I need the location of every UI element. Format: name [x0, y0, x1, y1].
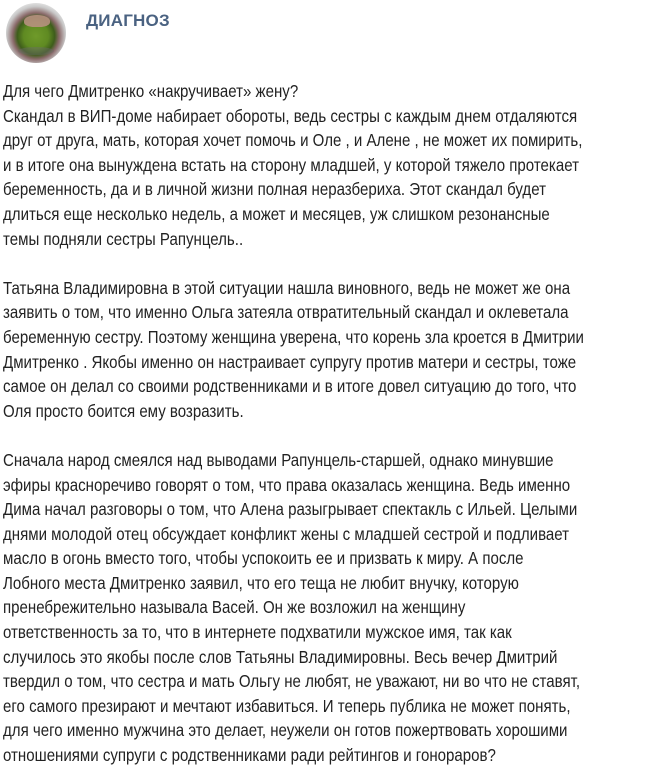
post-text-line: твердил о том, что сестра и мать Ольгу не любят, не уважают, ни во что не ставят,: [3, 671, 581, 692]
post-body: [3, 79, 669, 768]
channel-name[interactable]: ДИАГНОЗ: [86, 11, 170, 30]
post-text-line: для чего именно мужчина это делает, неужели он готов пожертвовать хорошими: [3, 720, 568, 741]
post-header: [0, 0, 670, 70]
post-text-line: случилось это якобы после слов Татьяны Владимировны. Весь вечер Дмитрий: [3, 646, 558, 667]
post-text-line: масло в огонь вместо того, чтобы успокоить ее и призвать к миру. А после: [3, 548, 524, 569]
paragraph-gap: [3, 423, 669, 448]
post-text-line: беременность, да и в личной жизни полная неразбериха. Этот скандал будет: [3, 179, 546, 200]
post-text-line: Для чего Дмитренко «накручивает» жену?: [3, 81, 299, 101]
post-text-line: его самого презирают и мечтают избавиться. И теперь публика не может понять,: [3, 695, 571, 716]
post-text-line: отношениями супруги с родственниками ради рейтингов и гонораров?: [3, 745, 496, 766]
post-text-line: Лобного места Дмитренко заявил, что его теща не любит внучку, которую: [3, 572, 519, 593]
post-text-line: пренебрежительно называла Васей. Он же возложил на женщину: [3, 597, 466, 618]
post-text-line: эфиры красноречиво говорят о том, что права оказалась женщина. Ведь именно: [3, 474, 571, 495]
post-text-line: Татьяна Владимировна в этой ситуации нашла виновного, ведь не может же она: [3, 277, 571, 298]
post-text-line: темы подняли сестры Рапунцель..: [3, 228, 244, 249]
post-text-line: и в итоге она вынуждена встать на сторону младшей, у которой тяжело протекает: [3, 154, 579, 175]
paragraph: [3, 276, 669, 424]
channel-avatar[interactable]: [6, 3, 66, 63]
post-text-line: Оля просто боится ему возразить.: [3, 400, 244, 421]
post-text-line: Дмитренко . Якобы именно он настраивает супругу против матери и сестры, тоже: [3, 351, 577, 372]
post-text-line: ответственность за то, что в интернете подхватили мужское имя, так как: [3, 622, 512, 643]
avatar-image-detail-top: [24, 15, 50, 27]
post-text-line: беременную сестру. Поэтому женщина уверена, что корень зла кроется в Дмитрии: [3, 326, 584, 347]
post-text-line: самое он делал со своими родственниками и в итоге довел ситуацию до того, что: [3, 376, 577, 397]
paragraph-gap: [3, 251, 669, 276]
paragraph: [3, 79, 669, 251]
post-text-line: друг от друга, мать, которая хочет помочь и Оле , и Алене , не может их помирить,: [3, 130, 583, 151]
post-text-line: Дима начал разговоры о том, что Алена разыгрывает спектакль с Ильей. Целыми: [3, 499, 578, 520]
paragraph: [3, 448, 669, 768]
post-text-line: Скандал в ВИП-доме набирает обороты, ведь сестры с каждым днем отдаляются: [3, 105, 578, 126]
post-text-line: длиться еще несколько недель, а может и месяцев, уж слишком резонансные: [3, 203, 550, 224]
avatar-image-detail-bottom: [18, 47, 54, 55]
post-text-line: заявить о том, что именно Ольга затеяла отвратительный скандал и оклеветала: [3, 302, 569, 323]
post-text-line: Сначала народ смеялся над выводами Рапунцель-старшей, однако минувшие: [3, 449, 554, 470]
post-text-line: днями молодой отец обсуждает конфликт жены с младшей сестрой и подливает: [3, 523, 570, 544]
